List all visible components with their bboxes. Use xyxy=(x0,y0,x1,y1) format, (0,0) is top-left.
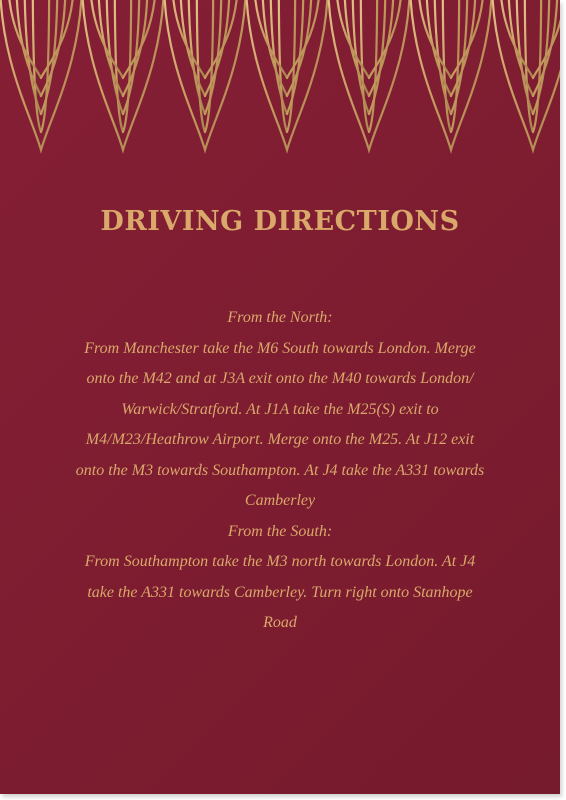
directions-text xyxy=(70,303,490,639)
section-text-south: From Southampton take the M3 north towards London. At J4 take the A331 towards Camberley. Turn right onto Stanhope Road xyxy=(84,553,476,631)
section-heading-north: From the North: xyxy=(227,309,333,326)
section-text-north: From Manchester take the M6 South towards London. Merge onto the M42 and at J3A exit onto the M40 towards London/ Warwick/Stratford. At J1A take the M25(S) exit to M4/M23/Heathrow Airport. Merge onto the M25. At J12 exit onto the M3 towards Southampton. At J4 take the A331 towards Camberley xyxy=(75,339,485,509)
leaf-vein xyxy=(451,0,476,96)
leaf-vein xyxy=(16,0,41,96)
leaf-vein xyxy=(123,0,148,96)
leaf-vein xyxy=(98,0,123,96)
leaf-vein xyxy=(369,0,394,96)
leaf-vein xyxy=(426,0,451,96)
leaf-vein xyxy=(180,0,205,96)
leaf-vein xyxy=(533,0,558,96)
section-heading-south: From the South: xyxy=(227,522,333,540)
art-deco-leaf-pattern xyxy=(0,0,560,160)
leaf-vein xyxy=(262,0,287,96)
leaf-vein xyxy=(41,0,66,96)
leaf-vein xyxy=(287,0,312,96)
leaf-vein xyxy=(205,0,230,96)
leaf-vein xyxy=(508,0,533,96)
leaf-vein xyxy=(344,0,369,96)
page-title: DRIVING DIRECTIONS xyxy=(100,206,460,237)
